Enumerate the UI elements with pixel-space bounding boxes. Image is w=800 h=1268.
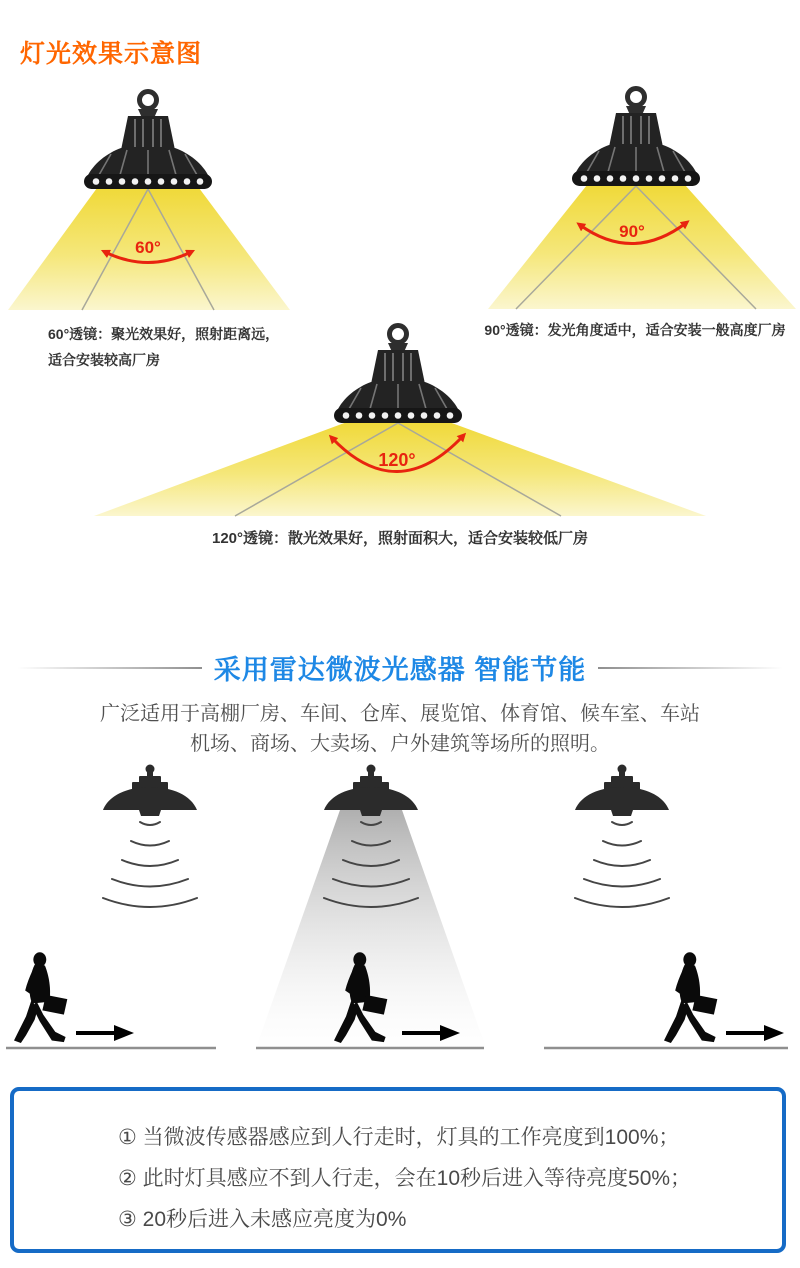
right-arrow-icon (726, 1025, 784, 1041)
sensor-section-heading: 采用雷达微波光感器 智能节能 (213, 655, 587, 685)
caption-lens-120: 120°透镜：散光效果好，照射面积大，适合安装较低厂房 (211, 530, 589, 547)
motion-sensor-demo-panels (0, 756, 800, 1058)
lens-diagram-60 (0, 88, 300, 312)
sensor-notes-list (14, 1091, 782, 1240)
walking-person-icon (14, 952, 67, 1043)
sensor-notes-box (10, 1087, 786, 1253)
lens-diagram-90 (488, 85, 800, 311)
walking-person-icon (664, 952, 717, 1043)
caption-lens-90: 90°透镜：发光角度适中，适合安装一般高度厂房 (484, 322, 786, 338)
caption-line: 60°透镜：聚光效果好，照射距离远， (48, 326, 280, 342)
angle-label-60: 60° (135, 238, 161, 257)
note-item-2: ② 此时灯具感应不到人行走，会在10秒后进入等待亮度50%； (118, 1167, 692, 1190)
caption-line: 适合安装较高厂房 (48, 352, 160, 368)
angle-label-90: 90° (619, 222, 645, 241)
note-item-1: ① 当微波传感器感应到人行走时，灯具的工作亮度到100%； (118, 1126, 680, 1149)
description-line: 广泛适用于高棚厂房、车间、仓库、展览馆、体育馆、候车室、车站 (100, 703, 700, 725)
page-title: 灯光效果示意图 (20, 40, 203, 68)
ufo-highbay-lamp-icon (334, 326, 462, 424)
note-item-3: ③ 20秒后进入未感应亮度为0% (118, 1208, 407, 1231)
ufo-highbay-lamp-icon (572, 89, 700, 187)
radar-waves-icon (575, 822, 669, 907)
heading-divider-left (17, 667, 202, 669)
dome-lamp-icon (575, 765, 669, 817)
heading-divider-right (598, 667, 783, 669)
sensor-section-heading-row (0, 648, 800, 687)
description-line: 机场、商场、大卖场、户外建筑等场所的照明。 (190, 733, 610, 755)
ufo-highbay-lamp-icon (84, 92, 212, 190)
right-arrow-icon (76, 1025, 134, 1041)
angle-label-120: 120° (378, 450, 416, 470)
caption-lens-60 (48, 321, 298, 373)
sensor-section-description (0, 699, 800, 759)
dome-lamp-icon (103, 765, 197, 817)
radar-waves-icon (103, 822, 197, 907)
dome-lamp-icon (324, 765, 418, 817)
